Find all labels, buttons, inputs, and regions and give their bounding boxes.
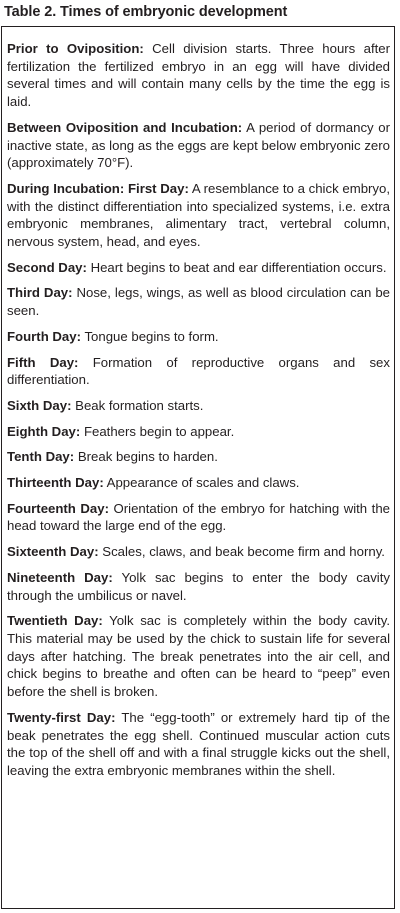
entry-term: Twentieth Day: (7, 613, 103, 629)
embryonic-development-table (1, 26, 395, 909)
table-entry-sixth-day (7, 397, 390, 415)
entry-text: A period of dormancy or inactive state, as long as the eggs are kept below embryonic zero (approximately 70°F). (7, 119, 391, 171)
entry-text: Yolk sac is completely within the body cavity. This material may be used by the chick to sustain life for several days after hatching. The break penetrates into the air cell, and chick begins to breathe and often can be heard to “peep” even before the shell is broken. (7, 613, 390, 700)
entry-term: During Incubation: First Day: (7, 180, 189, 196)
table-title: Table 2. Times of embryonic development (4, 4, 288, 20)
entry-text: Heart begins to beat and ear differentiation occurs. (90, 259, 387, 275)
entry-term: Sixteenth Day: (7, 544, 99, 560)
entry-text: Nose, legs, wings, as well as blood circulation can be seen. (7, 285, 390, 319)
table-entry-twenty-first-day (7, 709, 390, 780)
entry-term: Thirteenth Day: (7, 475, 104, 491)
table-entry-second-day (7, 259, 390, 277)
entry-text: Feathers begin to appear. (83, 423, 235, 439)
entry-term: Prior to Oviposition: (7, 41, 144, 56)
table-entry-third-day (7, 284, 390, 319)
table-entry-eighth-day (7, 423, 390, 441)
table-entry-fourteenth-day (7, 500, 390, 535)
entry-text: Cell division starts. Three hours after fertilization the fertilized embryo in an egg will have divided several times and will contain many cells by the time the egg is laid. (7, 41, 390, 110)
entry-text: Beak formation starts. (75, 397, 204, 413)
table-entry-nineteenth-day (7, 569, 390, 604)
entry-text: Tongue begins to form. (84, 328, 219, 344)
table-entry-fifth-day (7, 354, 390, 389)
table-entry-first-day (7, 180, 390, 251)
entry-term: Eighth Day: (7, 423, 81, 439)
entry-term: Between Oviposition and Incubation: (7, 119, 243, 135)
table-entry-sixteenth-day (7, 543, 390, 561)
entry-text: Appearance of scales and claws. (106, 475, 300, 491)
entry-term: Sixth Day: (7, 397, 72, 413)
entry-term: Fourteenth Day: (7, 500, 109, 516)
table-entry-fourth-day (7, 328, 390, 346)
entry-text: Yolk sac begins to enter the body cavity through the umbilicus or navel. (7, 569, 390, 603)
table-entry-between-oviposition-and-incubation (7, 119, 390, 172)
entry-term: Twenty-first Day: (7, 709, 116, 725)
entry-text: Break begins to harden. (77, 449, 218, 465)
entry-text: A resemblance to a chick embryo, with the distinct differentiation into specialized systems, i.e. extra embryonic membranes, alimentary tract, vertebral column, nervous system, head, and eyes. (7, 180, 391, 250)
table-entry-thirteenth-day (7, 474, 390, 492)
entry-text: Formation of reproductive organs and sex differentiation. (7, 354, 390, 388)
table-entry-prior-to-oviposition (7, 40, 390, 111)
entry-term: Third Day: (7, 285, 73, 301)
entry-text: Scales, claws, and beak become firm and horny. (102, 544, 385, 560)
table-entry-tenth-day (7, 448, 390, 466)
entry-term: Fifth Day: (7, 354, 79, 370)
entry-text: Orientation of the embryo for hatching with the head toward the large end of the egg. (7, 500, 390, 534)
entry-term: Fourth Day: (7, 328, 81, 344)
entry-term: Tenth Day: (7, 449, 75, 465)
entry-term: Second Day: (7, 259, 87, 275)
entry-term: Nineteenth Day: (7, 569, 113, 585)
table-entry-twentieth-day (7, 612, 390, 701)
entry-text: The “egg-tooth” or extremely hard tip of the beak penetrates the egg shell. Continued muscular action cuts the top of the shell off and with a final struggle kicks out the shell, leaving the extra embryonic membranes within the shell. (7, 709, 390, 778)
